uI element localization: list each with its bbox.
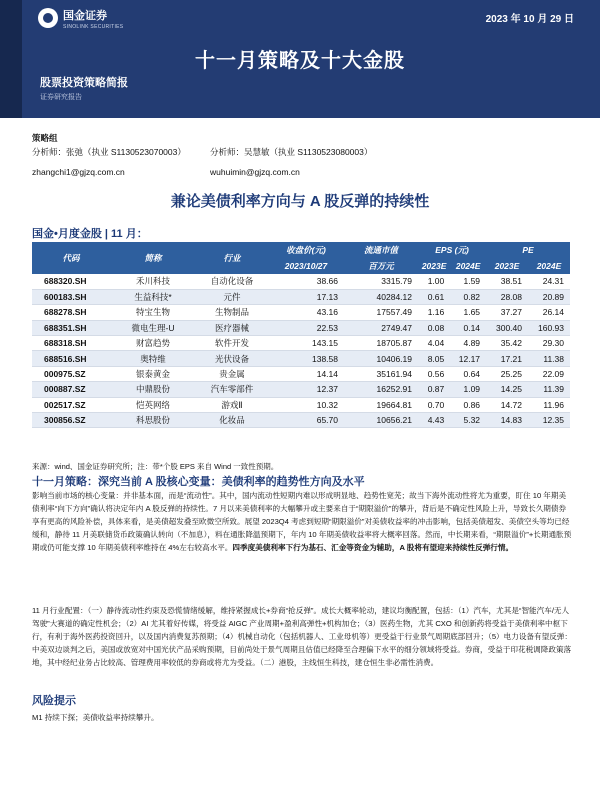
cell-industry: 光伏设备 xyxy=(196,351,268,366)
team-name: 策略组 xyxy=(32,133,58,143)
col-mcap: 流通市值 xyxy=(344,242,418,258)
cell-mcap: 10656.21 xyxy=(344,413,418,428)
cell-industry: 软件开发 xyxy=(196,336,268,351)
table-row xyxy=(32,289,570,304)
cell-eps23: 0.56 xyxy=(418,366,450,381)
paragraph-text: 影响当前市场的核心变量：并非基本面，而是“流动性”。其中，国内流动性短期内难以形成明显地、趋势性宽芜；故当下海外流动性将尤为重要，盯住 10 年期美债利率“向下方向”确认将决定年内 A 股反弹的持续性。7 月以来美债利率的大幅攀升或主要来自于“期限溢价”的攀升，背后是不确定性风险上升，导致长久期债券享有更高的风险补偿，具体来看，是美债超发叠至欧微空所致。展望 2023Q4 考虑到短期“期限溢价”对美债收益率的冲击影响，包括美债超发、美债空头等均已经缓和，静待 11 月美联储货币政策确认转向（不加息），料在通胀降温预期下，年内 10 年期美债收益率将大概率回落。然而，中长期来看，“期限溢价”+长期通胀预期或仍可能支撑 10 年期美债利率维持在 4%左右较高水平。 xyxy=(32,491,572,552)
cell-price: 138.58 xyxy=(268,351,344,366)
cell-eps23: 1.00 xyxy=(418,274,450,289)
cell-name: 财富趋势 xyxy=(110,336,196,351)
cell-pe23: 14.25 xyxy=(486,382,528,397)
company-logo xyxy=(38,6,123,30)
cell-mcap: 2749.47 xyxy=(344,320,418,335)
cell-pe24: 160.93 xyxy=(528,320,570,335)
cell-name: 中鼎股份 xyxy=(110,382,196,397)
authors-block xyxy=(32,131,372,179)
cell-eps23: 0.08 xyxy=(418,320,450,335)
cell-industry: 汽车零部件 xyxy=(196,382,268,397)
cell-name: 特宝生物 xyxy=(110,305,196,320)
cell-name: 微电生理-U xyxy=(110,320,196,335)
analyst-1: 分析师：张弛（执业 S1130523070003） xyxy=(32,147,186,157)
cell-pe23: 14.83 xyxy=(486,413,528,428)
col-pe-2024: 2024E xyxy=(528,258,570,274)
cell-name: 生益科技* xyxy=(110,289,196,304)
cell-code: 688278.SH xyxy=(32,305,110,320)
cell-price: 65.70 xyxy=(268,413,344,428)
cell-eps23: 0.61 xyxy=(418,289,450,304)
logo-cn: 国金证券 xyxy=(63,10,107,22)
cell-eps23: 0.87 xyxy=(418,382,450,397)
table-row xyxy=(32,320,570,335)
cell-pe24: 11.96 xyxy=(528,397,570,412)
report-date: 2023 年 10 月 29 日 xyxy=(485,14,574,25)
paragraph-emphasis: 四季度美债利率下行为基石、汇金等资金为辅助，A 股将有望迎来持续性反弹行情。 xyxy=(232,542,514,552)
cell-industry: 化妆品 xyxy=(196,413,268,428)
cell-code: 688351.SH xyxy=(32,320,110,335)
cell-pe24: 20.89 xyxy=(528,289,570,304)
col-mcap-unit: 百万元 xyxy=(344,258,418,274)
cell-price: 14.14 xyxy=(268,366,344,381)
col-name: 简称 xyxy=(110,242,196,274)
cell-industry: 游戏Ⅱ xyxy=(196,397,268,412)
document-title: 兼论美债利率方向与 A 股反弹的持续性 xyxy=(170,193,430,210)
cell-industry: 元件 xyxy=(196,289,268,304)
analyst-2: 分析师：吴慧敏（执业 S1130523080003） xyxy=(210,147,373,157)
cell-mcap: 3315.79 xyxy=(344,274,418,289)
cell-mcap: 35161.94 xyxy=(344,366,418,381)
cell-mcap: 10406.19 xyxy=(344,351,418,366)
col-pe: PE xyxy=(486,242,570,258)
cell-pe23: 17.21 xyxy=(486,351,528,366)
cell-mcap: 16252.91 xyxy=(344,382,418,397)
logo-icon xyxy=(38,8,58,28)
table-row xyxy=(32,366,570,381)
report-category: 证券研究报告 xyxy=(40,94,82,101)
cell-name: 禾川科技 xyxy=(110,274,196,289)
risk-text: M1 持续下探；美债收益率持续攀升。 xyxy=(32,713,159,722)
col-eps: EPS (元) xyxy=(418,242,486,258)
cell-code: 688320.SH xyxy=(32,274,110,289)
col-code: 代码 xyxy=(32,242,110,274)
col-price: 收盘价(元) xyxy=(268,242,344,258)
cell-code: 000887.SZ xyxy=(32,382,110,397)
cell-eps23: 8.05 xyxy=(418,351,450,366)
cell-industry: 自动化设备 xyxy=(196,274,268,289)
cell-eps24: 0.86 xyxy=(450,397,486,412)
cell-pe24: 24.31 xyxy=(528,274,570,289)
cell-name: 银泰黄金 xyxy=(110,366,196,381)
cell-eps24: 4.89 xyxy=(450,336,486,351)
cell-eps23: 0.70 xyxy=(418,397,450,412)
cell-code: 300856.SZ xyxy=(32,413,110,428)
col-eps-2024: 2024E xyxy=(450,258,486,274)
email-1[interactable]: zhangchi1@gjzq.com.cn xyxy=(32,167,125,177)
table-row xyxy=(32,351,570,366)
cell-eps24: 0.82 xyxy=(450,289,486,304)
stock-table xyxy=(32,242,570,428)
cell-pe24: 11.38 xyxy=(528,351,570,366)
cell-eps24: 0.64 xyxy=(450,366,486,381)
cell-price: 17.13 xyxy=(268,289,344,304)
cell-eps24: 1.65 xyxy=(450,305,486,320)
cell-price: 10.32 xyxy=(268,397,344,412)
cell-eps23: 4.04 xyxy=(418,336,450,351)
strategy-heading: 十一月策略：深究当前 A 股核心变量：美债利率的趋势性方向及水平 xyxy=(32,476,365,488)
cell-code: 688318.SH xyxy=(32,336,110,351)
cell-pe23: 38.51 xyxy=(486,274,528,289)
cell-mcap: 17557.49 xyxy=(344,305,418,320)
logo-en: SINOLINK SECURITIES xyxy=(63,24,124,30)
risk-heading: 风险提示 xyxy=(32,695,76,707)
cell-price: 38.66 xyxy=(268,274,344,289)
col-eps-2023: 2023E xyxy=(418,258,450,274)
cell-pe23: 37.27 xyxy=(486,305,528,320)
table-row xyxy=(32,305,570,320)
email-2[interactable]: wuhuimin@gjzq.com.cn xyxy=(210,167,300,177)
cell-name: 科思股份 xyxy=(110,413,196,428)
report-title: 十一月策略及十大金股 xyxy=(195,50,405,72)
cell-code: 002517.SZ xyxy=(32,397,110,412)
cell-industry: 生物制品 xyxy=(196,305,268,320)
col-price-date: 2023/10/27 xyxy=(268,258,344,274)
cell-name: 奥特维 xyxy=(110,351,196,366)
cell-industry: 贵金属 xyxy=(196,366,268,381)
cell-eps23: 1.16 xyxy=(418,305,450,320)
cell-code: 688516.SH xyxy=(32,351,110,366)
cell-mcap: 40284.12 xyxy=(344,289,418,304)
cell-pe23: 14.72 xyxy=(486,397,528,412)
col-pe-2023: 2023E xyxy=(486,258,528,274)
cell-pe24: 22.09 xyxy=(528,366,570,381)
industry-paragraph: 11 月行业配置：（一）静待流动性约束及恐慌情绪缓解，维持紧握成长+券商“抢反弹”。成长大概率轮动，建议均衡配置，包括：（1）汽车，尤其是“智能汽车/无人驾驶”大赛道的确定性机会；（2）AI 尤其着好传媒，将受益 AIGC 产业周期+盈利高弹性+机构加仓；（3）医药生物，尤其 CXO 和创新药将受益于美债利率中枢下行，有利于海外医药投资回升，以及国内消费复苏预期；（4）机械自动化（包括机器人、工业母机等）更受益于行业景气周期底部回升；（5）电力设备有望反弹：中美双边谈判之后，美国或放宽对中国光伏产品采购预期，目前尚处于景气周期且估值已经降至合理偏下水平的细分领域将受益。券商，受益于印花税调降政策落地，其中经纪业务占比较高、管理费用率较低的券商或将尤为受益。（二）港股，主线恒生科技，建仓恒生非必需性消费。 xyxy=(32,606,572,667)
cell-price: 22.53 xyxy=(268,320,344,335)
cell-pe24: 29.30 xyxy=(528,336,570,351)
cell-mcap: 19664.81 xyxy=(344,397,418,412)
cell-eps24: 12.17 xyxy=(450,351,486,366)
cell-price: 43.16 xyxy=(268,305,344,320)
cell-pe23: 300.40 xyxy=(486,320,528,335)
cell-eps24: 0.14 xyxy=(450,320,486,335)
cell-mcap: 18705.87 xyxy=(344,336,418,351)
cell-price: 143.15 xyxy=(268,336,344,351)
cell-eps24: 1.59 xyxy=(450,274,486,289)
cell-eps24: 5.32 xyxy=(450,413,486,428)
cell-pe24: 12.35 xyxy=(528,413,570,428)
cell-code: 600183.SH xyxy=(32,289,110,304)
source-note: 来源：wind、国金证券研究所；注：带*个股 EPS 来自 Wind 一致性预期。 xyxy=(32,462,279,471)
report-subtitle: 股票投资策略简报 xyxy=(40,77,128,89)
cell-pe24: 26.14 xyxy=(528,305,570,320)
table-row xyxy=(32,397,570,412)
cell-pe23: 25.25 xyxy=(486,366,528,381)
col-industry: 行业 xyxy=(196,242,268,274)
table-row xyxy=(32,413,570,428)
cell-price: 12.37 xyxy=(268,382,344,397)
table-row xyxy=(32,336,570,351)
cell-eps24: 1.09 xyxy=(450,382,486,397)
cell-pe23: 28.08 xyxy=(486,289,528,304)
cell-name: 恺英网络 xyxy=(110,397,196,412)
strategy-paragraph xyxy=(32,490,572,555)
cell-industry: 医疗器械 xyxy=(196,320,268,335)
table-row xyxy=(32,382,570,397)
table-row xyxy=(32,274,570,289)
cell-pe24: 11.39 xyxy=(528,382,570,397)
cell-pe23: 35.42 xyxy=(486,336,528,351)
section-label: 国金•月度金股 | 11 月： xyxy=(32,228,148,240)
cell-eps23: 4.43 xyxy=(418,413,450,428)
report-header xyxy=(0,0,600,118)
cell-code: 000975.SZ xyxy=(32,366,110,381)
